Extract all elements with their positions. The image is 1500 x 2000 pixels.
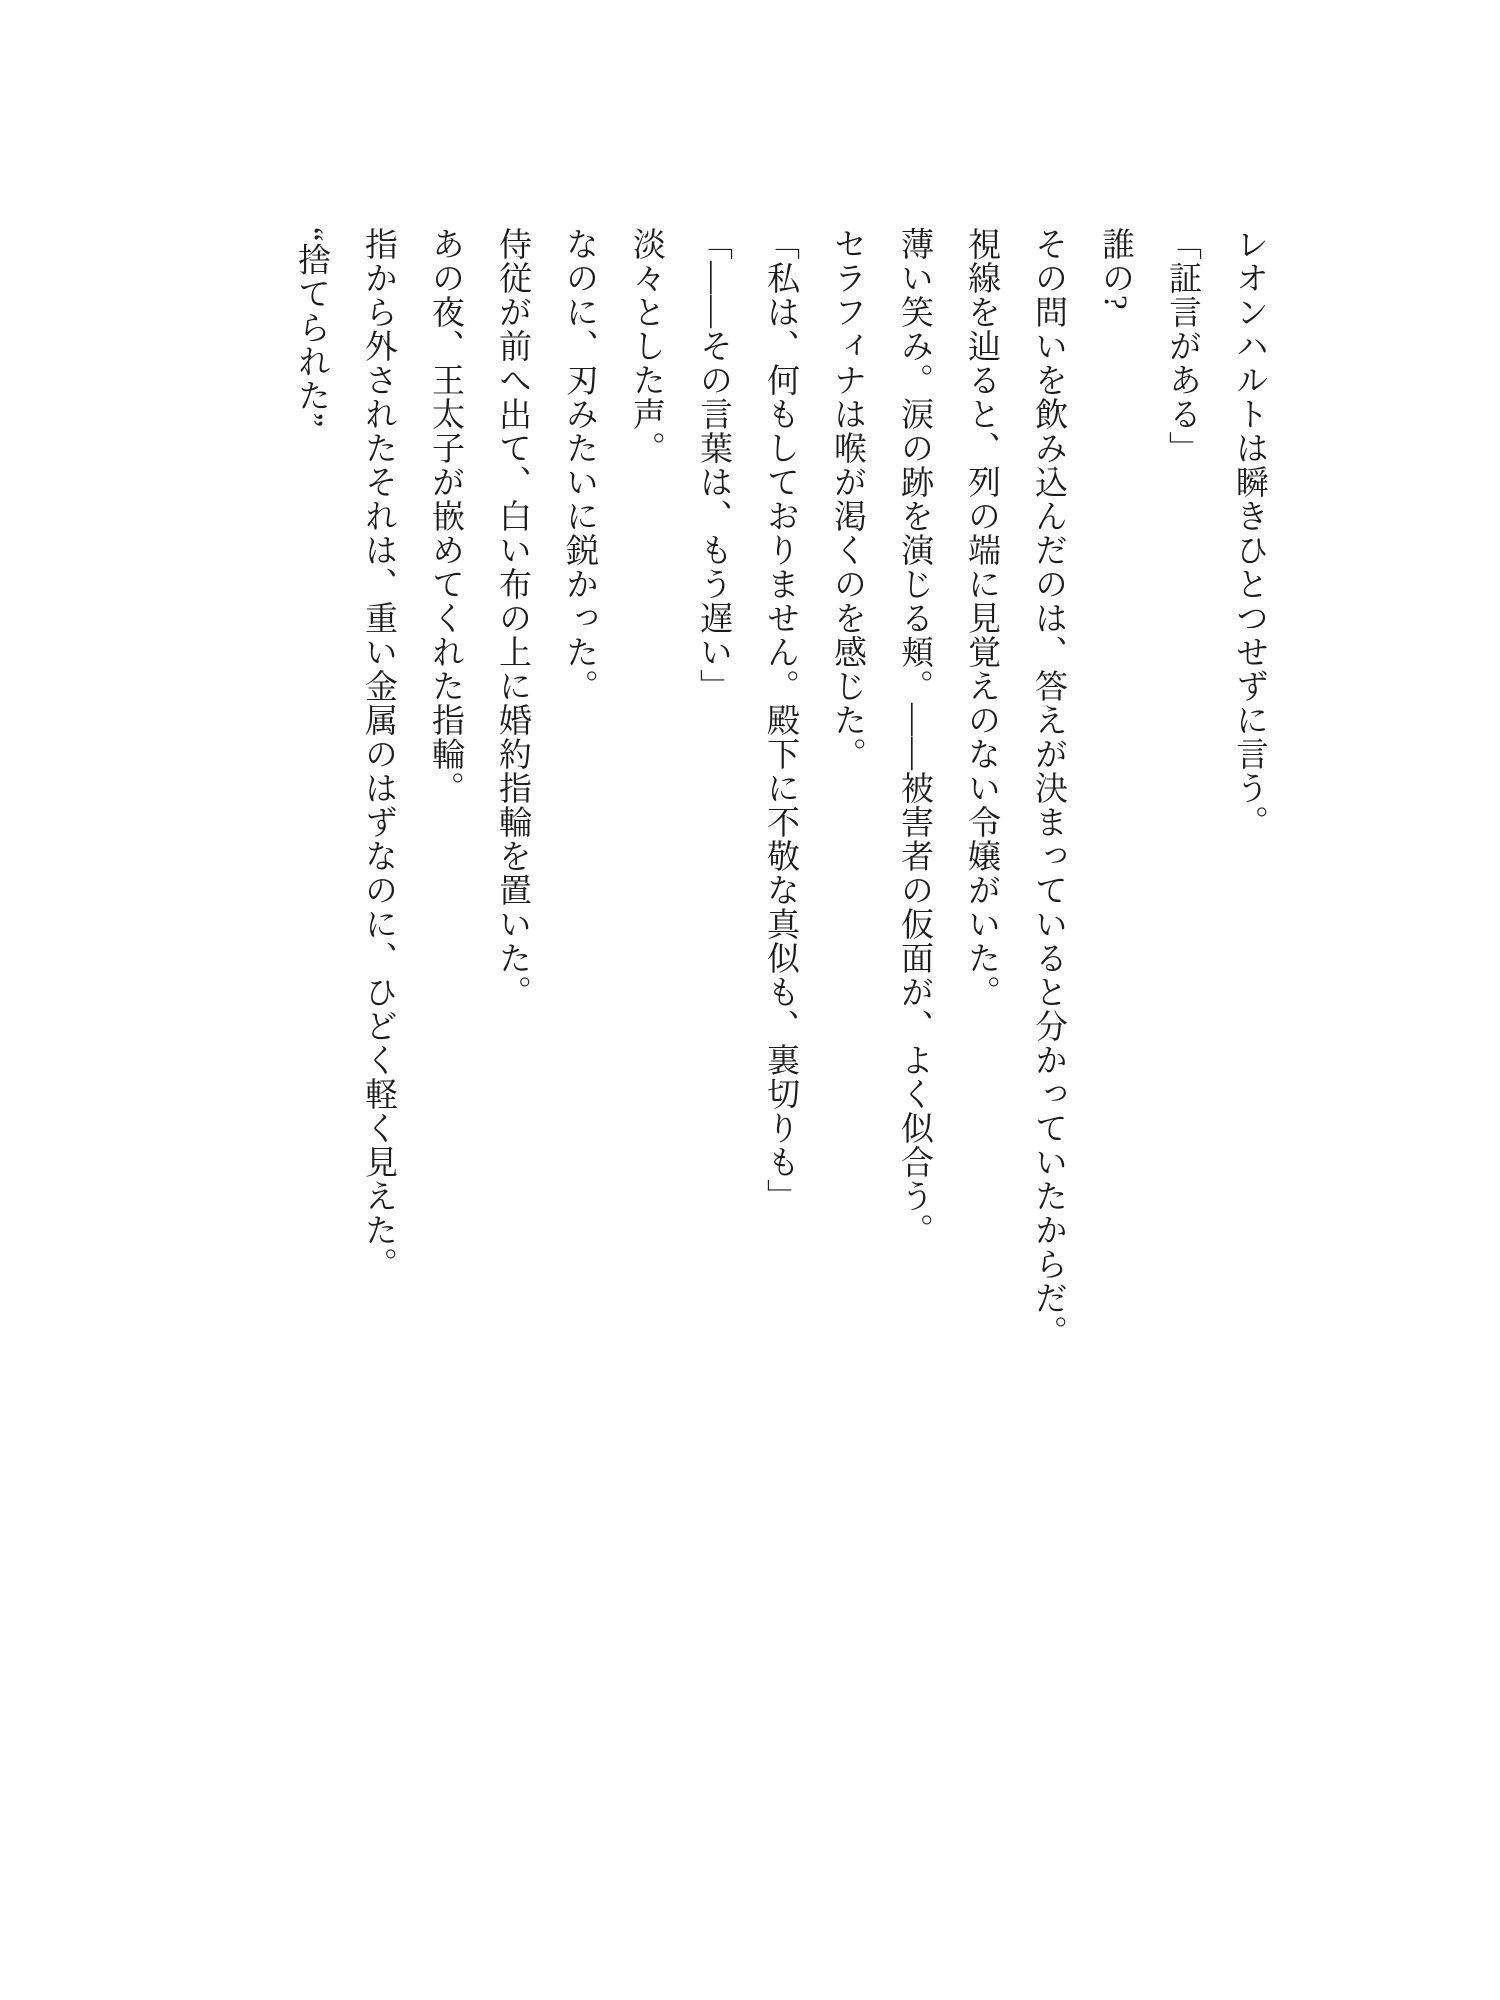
paragraph-4: その問いを飲み込んだのは、答えが決まっていると分かっていたからだ。: [1030, 227, 1066, 1349]
paragraph-8: 「私は、何もしておりません。殿下に不敬な真似も、裏切りも」: [762, 227, 798, 1213]
paragraph-1: レオンハルトは瞬きひとつせずに言う。: [1231, 227, 1267, 839]
paragraph-2: 「証言がある」: [1164, 227, 1200, 465]
paragraph-10: 淡々とした声。: [628, 227, 664, 465]
paragraph-15: “捨てられた”: [293, 227, 329, 429]
vertical-text-block: [277, 227, 1282, 1392]
paragraph-9: 「――その言葉は、もう遅い」: [695, 227, 731, 703]
paragraph-3: 誰の?: [1097, 227, 1133, 311]
paragraph-6: 薄い笑み。涙の跡を演じる頬。――被害者の仮面が、よく似合う。: [896, 227, 932, 1247]
paragraph-5: 視線を辿ると、列の端に見覚えのない令嬢がいた。: [963, 227, 999, 1009]
paragraph-12: 侍従が前へ出て、白い布の上に婚約指輪を置いた。: [494, 227, 530, 1009]
paragraph-11: なのに、刃みたいに鋭かった。: [561, 227, 597, 703]
paragraph-14: 指から外されたそれは、重い金属のはずなのに、ひどく軽く見えた。: [360, 227, 396, 1281]
paragraph-7: セラフィナは喉が渇くのを感じた。: [829, 227, 865, 771]
paragraph-13: あの夜、王太子が嵌めてくれた指輪。: [427, 227, 463, 805]
